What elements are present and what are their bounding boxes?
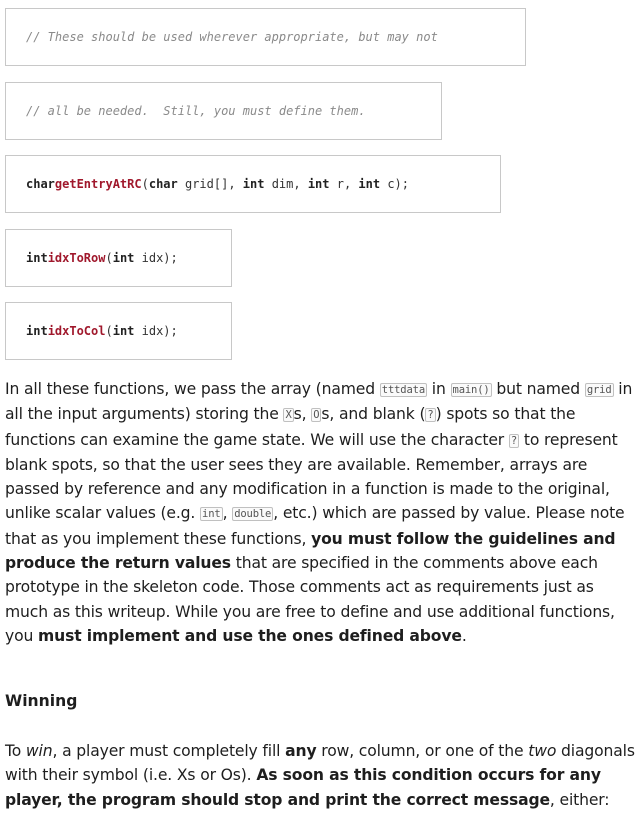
paragraph	[5, 377, 635, 648]
text: , etc.) which are passed by value. Please note that as you implement these functions,	[5, 504, 625, 548]
code-comment: // These should be used wherever appropriate, but may not	[26, 30, 438, 44]
italic-text: two	[528, 742, 557, 760]
bold-text: you must follow the guidelines and produce the return values	[5, 529, 616, 573]
functions-description	[5, 377, 635, 648]
text: ) spots so that the functions can examine the game state. We will use the character	[5, 405, 576, 449]
inline-code: X	[285, 409, 292, 422]
code-comment: // all be needed. Still, you must define them.	[26, 104, 366, 118]
code-function-name: getEntryAtRC	[54, 177, 142, 191]
bold-text: must implement and use the ones defined above	[38, 626, 462, 645]
inline-code: main()	[452, 384, 490, 396]
bold-text: any	[285, 742, 317, 760]
text: , a player must completely fill	[52, 742, 286, 760]
code-text: c);	[380, 177, 410, 191]
code-keyword: int	[112, 324, 135, 338]
code-keyword: int	[112, 251, 135, 265]
code-block-comment-2	[5, 82, 442, 140]
text: that are specified in the comments above each prototype in the skeleton code. Those comments act as requirements just as much as this writeup. While you are free to define and use additional functions, you	[5, 554, 615, 645]
code-text: idx);	[134, 324, 178, 338]
text: diagonals with their symbol (i.e. Xs or Os).	[5, 742, 635, 785]
winning-description	[5, 739, 635, 812]
inline-code: double	[234, 508, 272, 521]
code-text: idx);	[134, 251, 178, 265]
code-keyword: int	[26, 324, 48, 338]
inline-code: ?	[427, 409, 434, 422]
code-keyword: int	[307, 177, 330, 191]
text: ,	[222, 504, 233, 523]
paragraph	[5, 739, 635, 812]
text: In all these functions, we pass the array (named	[5, 380, 380, 398]
code-text: (	[105, 324, 113, 338]
text: , either:	[549, 790, 610, 809]
text: s, and blank (	[321, 405, 426, 424]
code-keyword: int	[358, 177, 381, 191]
code-block-comment-1	[5, 8, 526, 66]
code-text: dim,	[264, 177, 308, 191]
inline-code: ?	[510, 434, 518, 447]
section-heading-winning: Winning	[5, 692, 78, 710]
inline-code: tttdata	[381, 384, 425, 396]
code-keyword: int	[242, 177, 265, 191]
italic-text: win	[25, 742, 53, 760]
text: in all the input arguments) storing the	[5, 380, 633, 424]
code-block-idxToCol	[5, 302, 232, 360]
bold-text: As soon as this condition occurs for any player, the program should stop and print the correct message	[5, 766, 601, 809]
text: in	[427, 380, 451, 398]
code-keyword: char	[148, 177, 178, 191]
text: .	[461, 626, 467, 645]
code-block-getEntryAtRC	[5, 155, 501, 213]
text: To	[5, 742, 26, 760]
code-text: r,	[329, 177, 359, 191]
code-block-idxToRow	[5, 229, 232, 287]
text: s,	[293, 405, 312, 424]
inline-code: O	[313, 409, 320, 422]
inline-code: grid	[586, 384, 612, 396]
code-keyword: int	[26, 251, 48, 265]
code-function-name: idxToCol	[47, 324, 106, 338]
code-text: (	[141, 177, 149, 191]
inline-code: int	[202, 508, 221, 521]
text: to represent blank spots, so that the user sees they are available. Remember, arrays are passed by reference and any modification in a function is made to the original, unlike scalar values (e.g.	[5, 430, 618, 523]
code-text: grid[],	[177, 177, 243, 191]
text: but named	[491, 380, 585, 398]
text: row, column, or one of the	[316, 742, 529, 760]
code-text: (	[105, 251, 113, 265]
code-keyword: char	[26, 177, 55, 191]
code-function-name: idxToRow	[47, 251, 106, 265]
